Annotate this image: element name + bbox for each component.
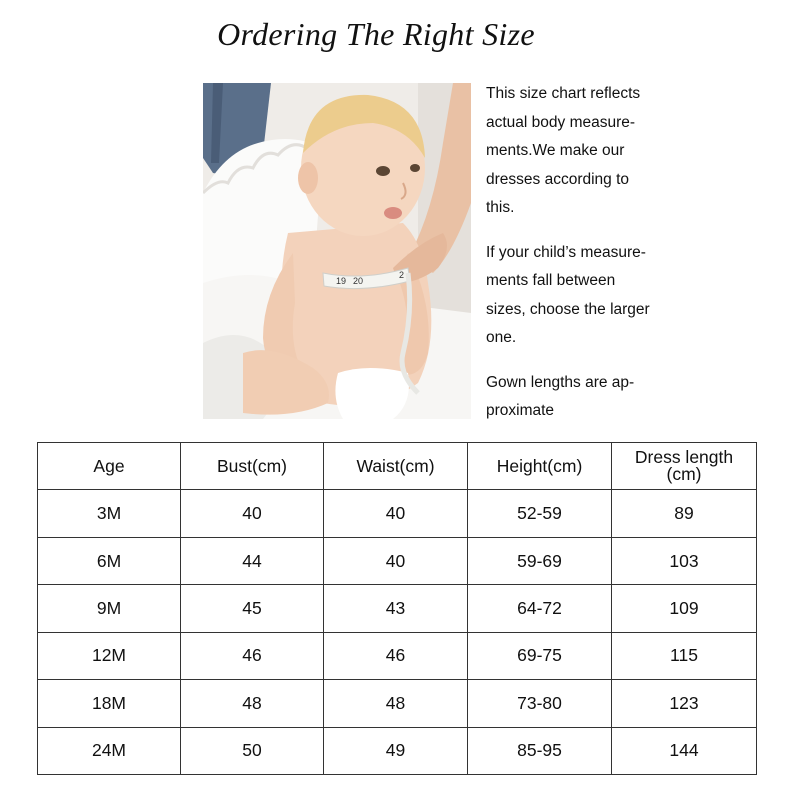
table-cell: 46 (181, 632, 324, 679)
table-cell: 59-69 (468, 537, 612, 584)
tape-number: 2 (399, 270, 405, 280)
table-cell: 69-75 (468, 632, 612, 679)
table-cell: 103 (612, 537, 757, 584)
table-cell: 115 (612, 632, 757, 679)
baby-measurement-photo (203, 83, 471, 419)
table-row (38, 632, 757, 679)
table-cell: 49 (324, 727, 468, 774)
table-row (38, 490, 757, 537)
table-cell: 52-59 (468, 490, 612, 537)
table-cell: 48 (324, 680, 468, 727)
table-cell: 144 (612, 727, 757, 774)
table-cell: 73-80 (468, 680, 612, 727)
column-header: Dress length (cm) (612, 443, 757, 490)
column-header: Age (38, 443, 181, 490)
tape-number: 20 (353, 276, 364, 286)
table-cell: 45 (181, 585, 324, 632)
table-cell: 40 (324, 537, 468, 584)
table-cell: 89 (612, 490, 757, 537)
note-paragraph: Gown lengths are ap- proximate (486, 373, 635, 419)
table-row (38, 537, 757, 584)
table-cell: 18M (38, 680, 181, 727)
column-header: Bust(cm) (181, 443, 324, 490)
size-notes (486, 80, 686, 426)
table-header-row (38, 443, 757, 490)
table-cell: 48 (181, 680, 324, 727)
table-cell: 85-95 (468, 727, 612, 774)
table-row (38, 680, 757, 727)
column-header: Waist(cm) (324, 443, 468, 490)
note-paragraph: If your child’s measure- ments fall between sizes, choose the larger one. (486, 243, 650, 346)
note-paragraph: This size chart reflects actual body measure- ments.We make our dresses according to this. (486, 85, 641, 216)
table-cell: 50 (181, 727, 324, 774)
page-title: Ordering The Right Size (217, 16, 535, 52)
table-cell: 123 (612, 680, 757, 727)
baby-photo-illustration (203, 83, 471, 419)
table-cell: 64-72 (468, 585, 612, 632)
table-cell: 24M (38, 727, 181, 774)
table-row (38, 585, 757, 632)
table-cell: 109 (612, 585, 757, 632)
table-cell: 43 (324, 585, 468, 632)
table-cell: 6M (38, 537, 181, 584)
table-row (38, 727, 757, 774)
table-cell: 40 (324, 490, 468, 537)
tape-number: 19 (336, 276, 347, 286)
table-cell: 3M (38, 490, 181, 537)
column-header: Height(cm) (468, 443, 612, 490)
table-cell: 44 (181, 537, 324, 584)
table-cell: 9M (38, 585, 181, 632)
table-cell: 40 (181, 490, 324, 537)
table-cell: 12M (38, 632, 181, 679)
size-chart-table (37, 442, 757, 775)
table-cell: 46 (324, 632, 468, 679)
